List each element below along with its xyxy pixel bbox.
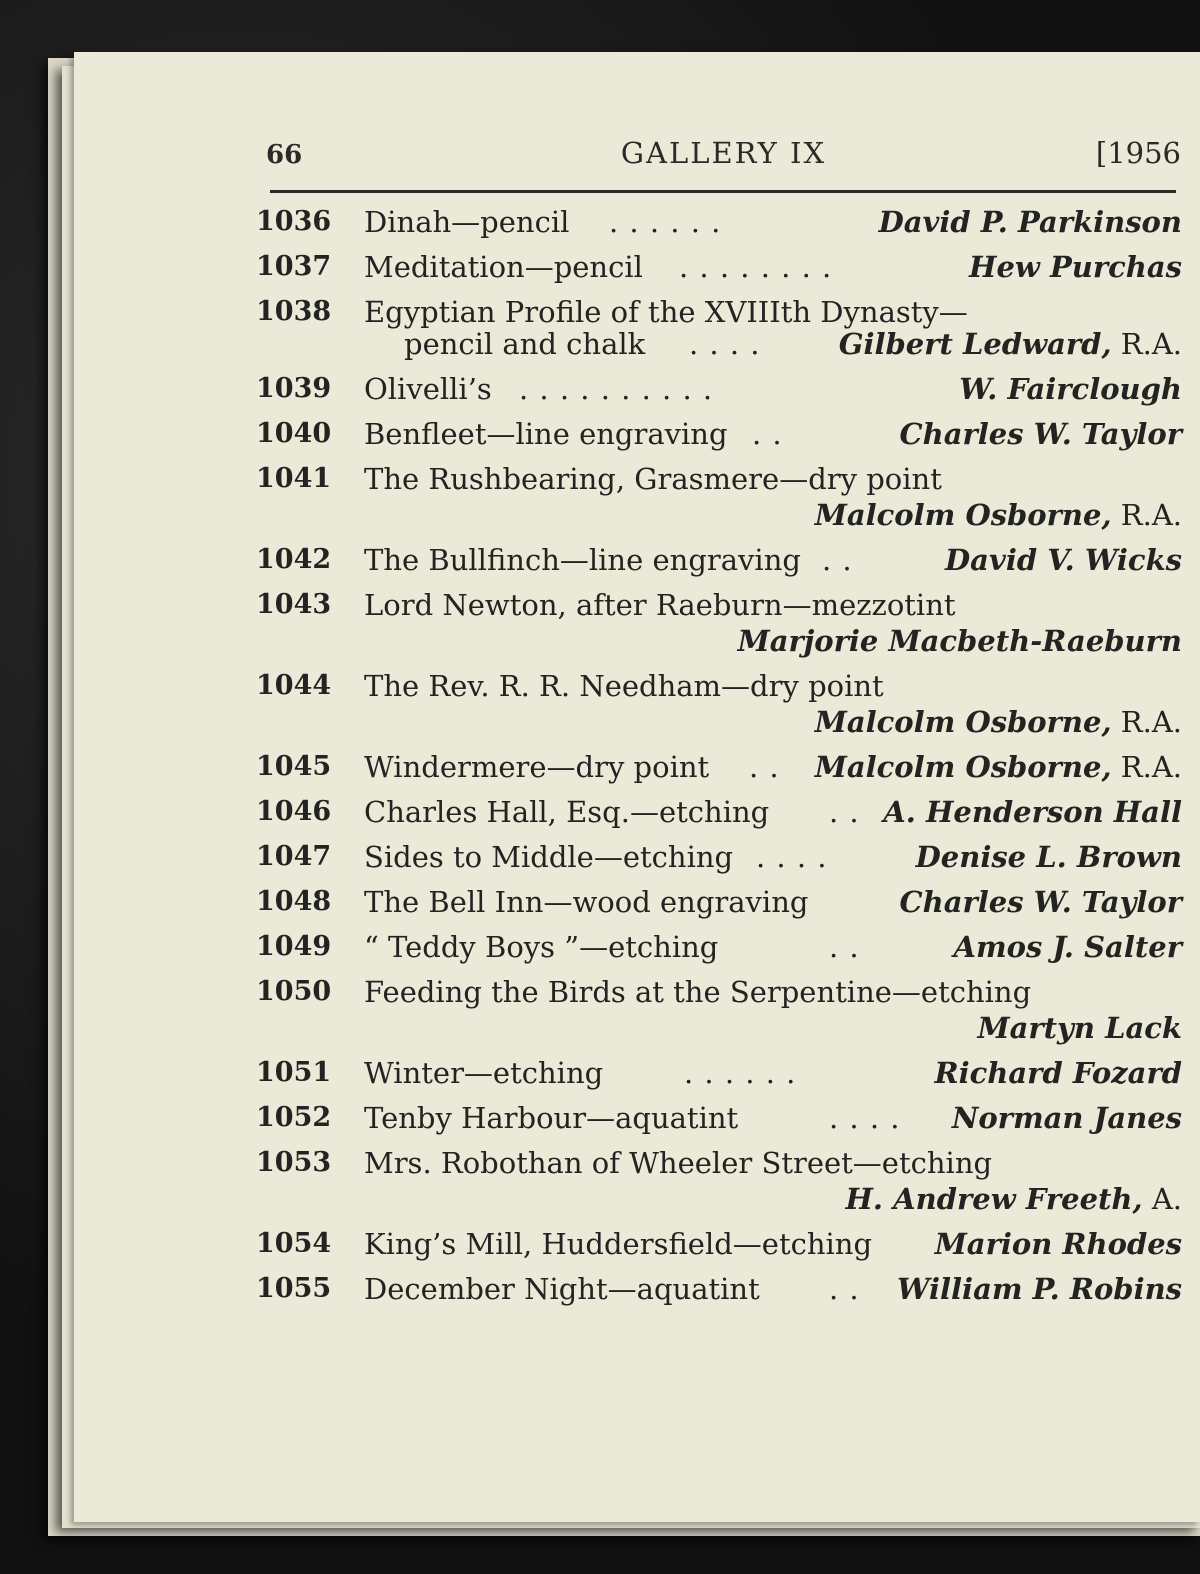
entry-title: “ Teddy Boys ”—etching <box>364 930 719 964</box>
entry-number: 1043 <box>256 589 332 620</box>
entry-artist <box>815 497 1182 533</box>
entry-line <box>364 587 1182 623</box>
entry-artist <box>959 371 1182 407</box>
entry-artist <box>969 249 1182 285</box>
leader-dots: . . . . <box>829 1101 901 1135</box>
header-rule <box>270 190 1176 193</box>
artist-suffix: A. <box>1142 1182 1182 1216</box>
entry-number: 1041 <box>256 463 332 494</box>
entry-number: 1052 <box>256 1102 332 1133</box>
entry-artist <box>952 1100 1182 1136</box>
entry-number: 1036 <box>256 206 332 237</box>
artist-name: Marjorie Macbeth-Raeburn <box>737 624 1182 658</box>
list-item <box>256 1226 1182 1262</box>
entry-title: Meditation—pencil <box>364 250 643 284</box>
entry-line <box>364 1271 1182 1307</box>
list-item <box>256 929 1182 965</box>
entry-number: 1053 <box>256 1147 332 1178</box>
entry-title: Lord Newton, after Raeburn—mezzotint <box>364 588 956 622</box>
entry-title: Dinah—pencil <box>364 205 570 239</box>
artist-name: Malcolm Osborne, <box>814 705 1112 739</box>
running-header <box>266 136 1181 182</box>
artist-name: Charles W. Taylor <box>899 885 1182 919</box>
artist-line <box>364 704 1182 740</box>
entry-artist <box>900 884 1182 920</box>
artist-name: Martyn Lack <box>977 1011 1182 1045</box>
entry-number: 1045 <box>256 751 332 782</box>
catalogue-entries <box>256 204 1182 1316</box>
entry-line <box>364 1100 1182 1136</box>
entry-title: Olivelli’s <box>364 372 492 406</box>
entry-number: 1038 <box>256 296 332 327</box>
entry-artist <box>935 1226 1182 1262</box>
list-item <box>256 749 1182 785</box>
artist-suffix: R.A. <box>1111 498 1182 532</box>
entry-number: 1049 <box>256 931 332 962</box>
entry-artist <box>879 204 1182 240</box>
artist-name: Norman Janes <box>951 1101 1182 1135</box>
entry-line <box>364 1226 1182 1262</box>
artist-line <box>364 1181 1182 1217</box>
entry-title: Charles Hall, Esq.—etching <box>364 795 770 829</box>
entry-title: The Bell Inn—wood engraving <box>364 885 809 919</box>
entry-artist <box>815 749 1182 785</box>
entry-artist <box>815 704 1182 740</box>
artist-suffix: R.A. <box>1111 327 1182 361</box>
leader-dots: . . <box>749 750 780 784</box>
entry-line <box>364 839 1182 875</box>
list-item <box>256 668 1182 740</box>
list-item <box>256 294 1182 362</box>
entry-artist <box>945 542 1182 578</box>
entry-line <box>364 294 1182 330</box>
list-item <box>256 1145 1182 1217</box>
entry-number: 1047 <box>256 841 332 872</box>
list-item <box>256 204 1182 240</box>
list-item <box>256 587 1182 659</box>
entry-artist <box>954 929 1183 965</box>
entry-number: 1050 <box>256 976 332 1007</box>
entry-artist <box>846 1181 1182 1217</box>
entry-line <box>364 416 1182 452</box>
artist-line <box>364 623 1182 659</box>
artist-name: David P. Parkinson <box>878 205 1182 239</box>
entry-artist <box>738 623 1182 659</box>
entry-title: Feeding the Birds at the Serpentine—etching <box>364 975 1032 1009</box>
page-number: 66 <box>266 140 303 170</box>
artist-name: Richard Fozard <box>934 1056 1182 1090</box>
artist-name: Malcolm Osborne, <box>814 750 1112 784</box>
entry-line <box>364 204 1182 240</box>
list-item <box>256 542 1182 578</box>
artist-name: Hew Purchas <box>969 250 1182 284</box>
page-title: GALLERY IX <box>620 136 827 170</box>
entry-artist <box>897 1271 1182 1307</box>
entry-number: 1051 <box>256 1057 332 1088</box>
artist-name: W. Fairclough <box>959 372 1182 406</box>
entry-line <box>364 461 1182 497</box>
list-item <box>256 1271 1182 1307</box>
entry-line <box>364 884 1182 920</box>
list-item <box>256 461 1182 533</box>
list-item <box>256 1055 1182 1091</box>
artist-name: David V. Wicks <box>945 543 1182 577</box>
entry-line <box>364 749 1182 785</box>
entry-line <box>364 668 1182 704</box>
list-item <box>256 794 1182 830</box>
entry-line <box>364 1145 1182 1181</box>
entry-number: 1048 <box>256 886 332 917</box>
entry-line <box>364 542 1182 578</box>
entry-artist <box>900 416 1182 452</box>
artist-name: A. Henderson Hall <box>883 795 1182 829</box>
entry-number: 1054 <box>256 1228 332 1259</box>
artist-name: Denise L. Brown <box>915 840 1182 874</box>
entry-title: The Rushbearing, Grasmere—dry point <box>364 462 942 496</box>
artist-name: William P. Robins <box>896 1272 1182 1306</box>
entry-artist <box>839 326 1182 362</box>
artist-name: Amos J. Salter <box>953 930 1182 964</box>
list-item <box>256 974 1182 1046</box>
header-year: [1956 <box>1095 136 1181 170</box>
entry-artist <box>935 1055 1182 1091</box>
entry-title: Tenby Harbour—aquatint <box>364 1101 739 1135</box>
artist-suffix: R.A. <box>1111 705 1182 739</box>
entry-artist <box>977 1010 1182 1046</box>
entry-artist <box>916 839 1182 875</box>
entry-line-continued <box>404 326 1182 362</box>
leader-dots: . . <box>752 417 783 451</box>
artist-name: Charles W. Taylor <box>899 417 1182 451</box>
artist-name: Malcolm Osborne, <box>814 498 1112 532</box>
entry-title: Benfleet—line engraving <box>364 417 728 451</box>
artist-line <box>364 1010 1182 1046</box>
entry-line <box>364 1055 1182 1091</box>
list-item <box>256 839 1182 875</box>
leader-dots: . . . . . . . . <box>679 250 833 284</box>
entry-number: 1044 <box>256 670 332 701</box>
leader-dots: . . . . . . . . . . <box>519 372 714 406</box>
entry-title: The Bullfinch—line engraving <box>364 543 801 577</box>
artist-name: Gilbert Ledward, <box>838 327 1112 361</box>
leader-dots: . . . . . . <box>609 205 722 239</box>
entry-number: 1040 <box>256 418 332 449</box>
entry-number: 1055 <box>256 1273 332 1304</box>
artist-name: H. Andrew Freeth, <box>845 1182 1143 1216</box>
entry-number: 1046 <box>256 796 332 827</box>
leader-dots: . . <box>829 795 860 829</box>
list-item <box>256 1100 1182 1136</box>
list-item <box>256 416 1182 452</box>
entry-title: Winter—etching <box>364 1056 604 1090</box>
entry-title-continued: pencil and chalk <box>404 327 646 361</box>
entry-title: Windermere—dry point <box>364 750 710 784</box>
artist-line <box>364 497 1182 533</box>
entry-artist <box>883 794 1182 830</box>
leader-dots: . . <box>829 930 860 964</box>
entry-line <box>364 371 1182 407</box>
entry-line <box>364 794 1182 830</box>
artist-suffix: R.A. <box>1111 750 1182 784</box>
entry-number: 1042 <box>256 544 332 575</box>
list-item <box>256 884 1182 920</box>
entry-line <box>364 249 1182 285</box>
entry-title: December Night—aquatint <box>364 1272 760 1306</box>
entry-title: Egyptian Profile of the XVIIIth Dynasty— <box>364 295 968 329</box>
entry-title: Mrs. Robothan of Wheeler Street—etching <box>364 1146 993 1180</box>
list-item <box>256 249 1182 285</box>
entry-line <box>364 929 1182 965</box>
leader-dots: . . . . <box>689 327 761 361</box>
entry-title: King’s Mill, Huddersfield—etching <box>364 1227 873 1261</box>
leader-dots: . . <box>829 1272 860 1306</box>
entry-line <box>364 974 1182 1010</box>
entry-number: 1039 <box>256 373 332 404</box>
artist-name: Marion Rhodes <box>934 1227 1182 1261</box>
leader-dots: . . . . . . <box>684 1056 797 1090</box>
entry-number: 1037 <box>256 251 332 282</box>
entry-title: The Rev. R. R. Needham—dry point <box>364 669 884 703</box>
leader-dots: . . <box>822 543 853 577</box>
entry-title: Sides to Middle—etching <box>364 840 734 874</box>
list-item <box>256 371 1182 407</box>
leader-dots: . . . . <box>756 840 828 874</box>
